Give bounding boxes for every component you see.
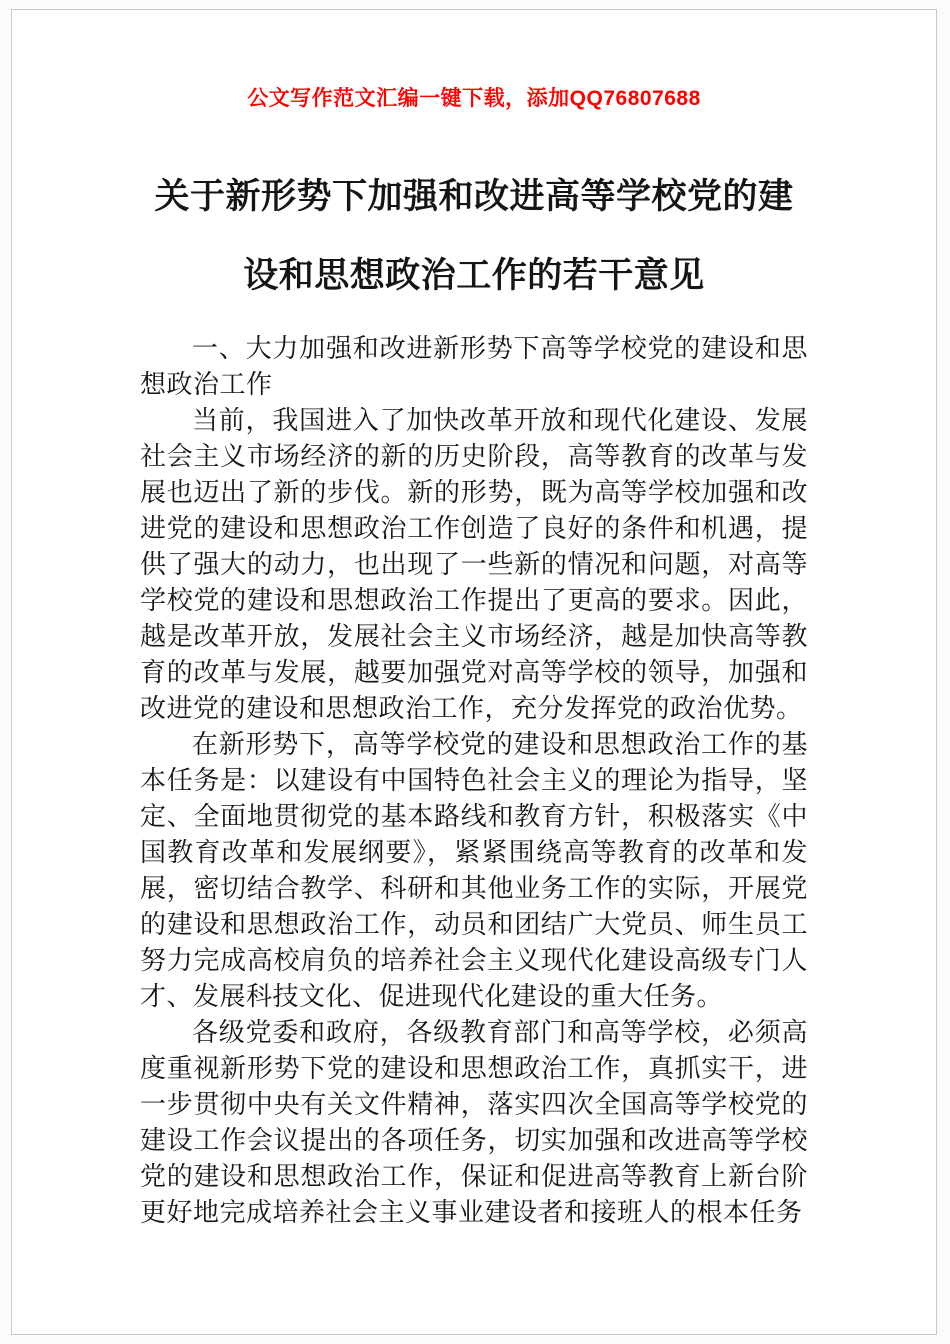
section-heading: 一、大力加强和改进新形势下高等学校党的建设和思想政治工作 [140, 332, 808, 399]
document-title: 关于新形势下加强和改进高等学校党的建设和思想政治工作的若干意见 [154, 177, 794, 295]
promo-notice: 公文写作范文汇编一键下载，添加QQ76807688 [247, 87, 701, 110]
paragraph-1: 当前，我国进入了加快改革开放和现代化建设、发展社会主义市场经济的新的历史阶段，高等教育的改革与发展也迈出了新的步伐。新的形势，既为高等学校加强和改进党的建设和思想政治工作创造了良好的条件和机遇，提供了强大的动力，也出现了一些新的情况和问题，对高等学校党的建设和思想政治工作提出了更高的要求。因此，越是改革开放，发展社会主义市场经济，越是加快高等教育的改革与发展，越要加强党对高等学校的领导，加强和改进党的建设和思想政治工作，充分发挥党的政治优势。 [140, 404, 808, 723]
document-body [140, 330, 808, 1230]
paragraph-3: 各级党委和政府，各级教育部门和高等学校，必须高度重视新形势下党的建设和思想政治工作，真抓实干，进一步贯彻中央有关文件精神，落实四次全国高等学校党的建设工作会议提出的各项任务，切实加强和改进高等学校党的建设和思想政治工作，保证和促进高等教育上新台阶更好地完成培养社会主义事业建设者和接班人的根本任务 [140, 1016, 808, 1227]
document-page [11, 9, 937, 1335]
paragraph-2: 在新形势下，高等学校党的建设和思想政治工作的基本任务是：以建设有中国特色社会主义的理论为指导，坚定、全面地贯彻党的基本路线和教育方针，积极落实《中国教育改革和发展纲要》，紧紧围绕高等教育的改革和发展，密切结合教学、科研和其他业务工作的实际，开展党的建设和思想政治工作，动员和团结广大党员、师生员工努力完成高校肩负的培养社会主义现代化建设高级专门人才、发展科技文化、促进现代化建设的重大任务。 [140, 728, 808, 1011]
